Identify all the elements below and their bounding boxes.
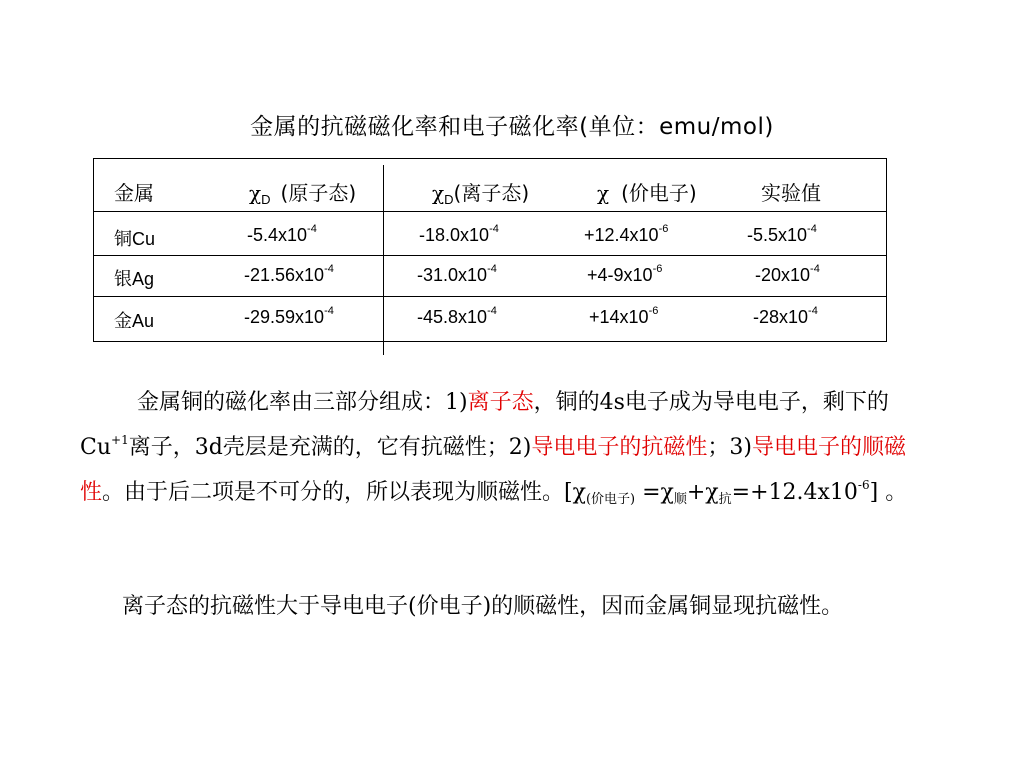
highlight-ionic-state: 离子态 [467,390,534,415]
header-chi-d-atomic: $\chi_D$ (原子态) [249,181,357,207]
header-chi-valence: χ (价电子) [597,181,697,205]
table-row-metal: 铜Cu [114,229,156,250]
page-title: 金属的抗磁磁化率和电子磁化率(单位：emu/mol) [250,114,774,140]
table-row-metal: 金Au [114,311,155,332]
table-cell-value: $-5.5x10^{-4}$ [747,223,817,245]
table-row-metal: 银Ag [114,269,155,290]
susceptibility-table [93,158,887,342]
table-cell-value: $-29.59x10^{-4}$ [244,305,334,327]
highlight-conduction-paramagnetism: 导电电子的顺磁性 [80,435,907,505]
table-cell-value: $-5.4x10^{-4}$ [247,223,317,245]
table-cell-value: $-18.0x10^{-4}$ [419,223,499,245]
header-metal: 金属 [114,181,154,205]
header-experimental: 实验值 [761,181,821,205]
explanation-paragraph: 金属铜的磁化率由三部分组成：1)离子态，铜的4s电子成为导电电子，剩下的$Cu^{+1}$离子，3d壳层是充满的，它有抗磁性；2)导电电子的抗磁性；3)导电电子的顺磁性。由于后二项是不可分的，所以表现为顺磁性。$[\chi_{(价电子)} =\chi_顺+\chi_抗=+12.4x10^{-6}]$ 。 [80,390,908,507]
conclusion-paragraph: 离子态的抗磁性大于导电电子(价电子)的顺磁性，因而金属铜显现抗磁性。 [122,594,844,619]
highlight-conduction-diamagnetism: 导电电子的抗磁性 [531,435,708,460]
table-cell-value: $-21.56x10^{-4}$ [244,263,334,285]
table-cell-value: $+4-9x10^{-6}$ [587,263,663,285]
header-chi-d-ionic: $\chi_D$(离子态) [432,181,530,207]
table-cell-value: $-31.0x10^{-4}$ [417,263,497,285]
table-divider [94,296,886,297]
table-cell-value: $+12.4x10^{-6}$ [584,223,669,245]
table-cell-value: $+14x10^{-6}$ [589,305,659,327]
table-column-line [383,165,384,355]
table-divider [94,211,886,212]
table-cell-value: $-28x10^{-4}$ [753,305,818,327]
table-divider [94,255,886,256]
table-cell-value: $-20x10^{-4}$ [755,263,820,285]
table-cell-value: $-45.8x10^{-4}$ [417,305,497,327]
